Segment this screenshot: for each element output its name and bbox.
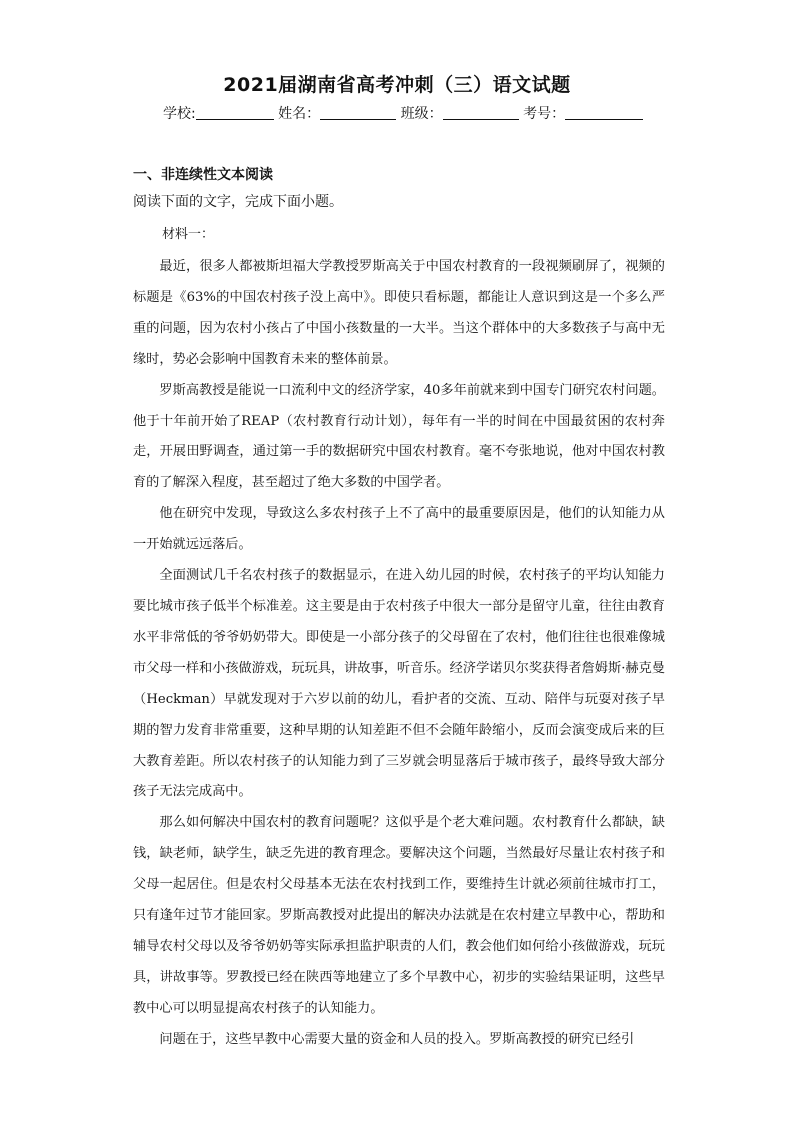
section-heading: 一、非连续性文本阅读 <box>133 167 273 183</box>
exam-no-blank <box>565 105 643 120</box>
exam-no-label: 考号： <box>523 106 566 122</box>
instruction-text: 阅读下面的文字，完成下面小题。 <box>133 194 343 210</box>
paragraph: 罗斯高教授是能说一口流利中文的经济学家，40多年前就来到中国专门研究农村问题。他于十年前开始了REAP（农村教育行动计划），每年有一半的时间在中国最贫困的农村奔走，开展田野调查，通过第一手的数据研究中国农村教育。毫不夸张地说，他对中国农村教育的了解深入程度，甚至超过了绝大多数的中国学者。 <box>133 382 665 491</box>
class-label: 班级： <box>400 106 443 122</box>
paragraph: 问题在于，这些早教中心需要大量的资金和人员的投入。罗斯高教授的研究已经引 <box>159 1031 635 1047</box>
class-blank <box>443 105 519 120</box>
school-label: 学校: <box>163 106 196 122</box>
paragraph: 全面测试几千名农村孩子的数据显示，在进入幼儿园的时候，农村孩子的平均认知能力要比城市孩子低半个标准差。这主要是由于农村孩子中很大一部分是留守儿童，往往由教育水平非常低的爷爷奶奶带大。即使是一小部分孩子的父母留在了农村，他们往往也很难像城市父母一样和小孩做游戏，玩玩具，讲故事，听音乐。经济学诺贝尔奖获得者詹姆斯·赫克曼（Heckman）早就发现对于六岁以前的幼儿，看护者的交流、互动、陪伴与玩耍对孩子早期的智力发育非常重要，这种早期的认知差距不但不会随年龄缩小，反而会演变成后来的巨大教育差距。所以农村孩子的认知能力到了三岁就会明显落后于城市孩子，最终导致大部分孩子无法完成高中。 <box>133 568 665 800</box>
material-label: 材料一： <box>162 227 215 242</box>
exam-title: 2021届湖南省高考冲刺（三）语文试题 <box>223 74 571 96</box>
paragraph: 那么如何解决中国农村的教育问题呢？这似乎是个老大难问题。农村教育什么都缺，缺钱，缺老师，缺学生，缺乏先进的教育理念。要解决这个问题，当然最好尽量让农村孩子和父母一起居住。但是农村父母基本无法在农村找到工作，要维持生计就必须前往城市打工，只有逢年过节才能回家。罗斯高教授对此提出的解决办法就是在农村建立早教中心，帮助和辅导农村父母以及爷爷奶奶等实际承担监护职责的人们，教会他们如何给小孩做游戏，玩玩具，讲故事等。罗教授已经在陕西等地建立了多个早教中心，初步的实验结果证明，这些早教中心可以明显提高农村孩子的认知能力。 <box>133 815 665 1016</box>
name-label: 姓名： <box>278 106 321 122</box>
passage-body <box>133 252 665 1056</box>
student-info-line <box>163 103 683 123</box>
paragraph: 他在研究中发现，导致这么多农村孩子上不了高中的最重要原因是，他们的认知能力从一开始就远远落后。 <box>133 506 665 553</box>
name-blank <box>320 105 396 120</box>
school-blank <box>196 105 274 120</box>
paragraph: 最近，很多人都被斯坦福大学教授罗斯高关于中国农村教育的一段视频刷屏了，视频的标题是《63%的中国农村孩子没上高中》。即使只看标题，都能让人意识到这是一个多么严重的问题，因为农村小孩占了中国小孩数量的一大半。当这个群体中的大多数孩子与高中无缘时，势必会影响中国教育未来的整体前景。 <box>133 259 665 367</box>
